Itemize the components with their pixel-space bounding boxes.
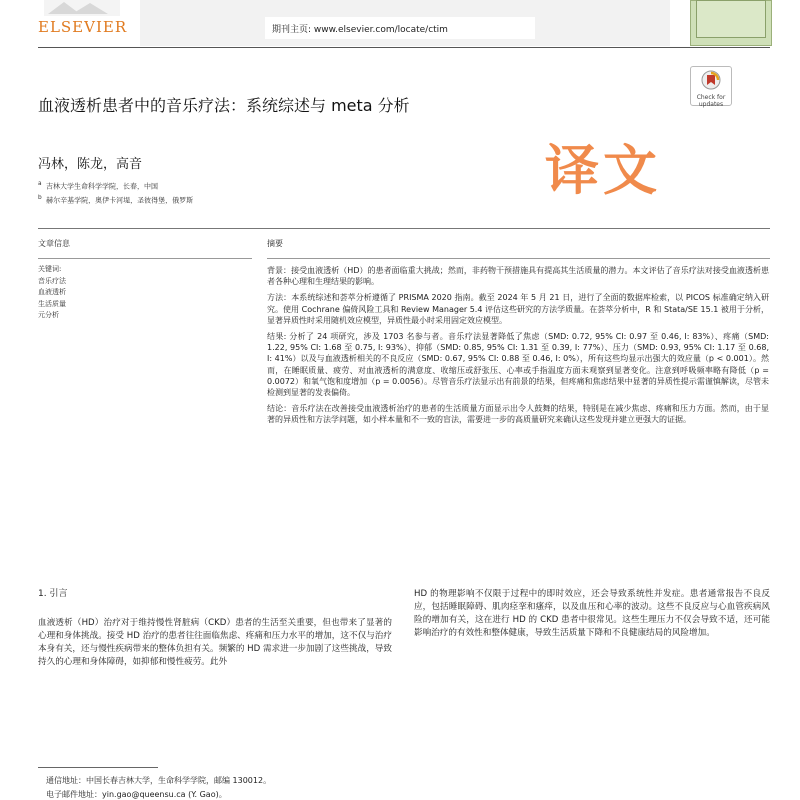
- keywords-label: 关键词:: [38, 265, 62, 273]
- publisher-name: ELSEVIER: [38, 18, 128, 36]
- intro-column-1: 血液透析（HD）治疗对于维持慢性肾脏病（CKD）患者的生活至关重要，但也带来了显著的心理和身体挑战。接受 HD 治疗的患者往往面临焦虑、疼痛和压力水平的增加，这不仅与治疗本身有关，还与慢性疾病带来的整体负担有关。频繁的 HD 需求进一步加剧了这些挑战，导致持久的心理和身体障碍，如抑郁和慢性疲劳。此外: [38, 618, 392, 667]
- keyword: 元分析: [38, 311, 59, 319]
- affiliation-b-text: 赫尔辛基学院，奥伊卡河堤，圣彼得堡，俄罗斯: [46, 196, 194, 205]
- article-info-rule: [38, 258, 252, 259]
- keyword: 生活质量: [38, 299, 66, 308]
- check-updates-icon: [701, 70, 721, 90]
- corresponding-email[interactable]: 电子邮件地址：yin.gao@queensu.ca (Y. Gao)。: [46, 790, 227, 799]
- article-info-heading: 文章信息: [38, 239, 70, 248]
- journal-homepage[interactable]: 期刊主页: www.elsevier.com/locate/ctim: [272, 25, 448, 35]
- journal-cover-inner: [696, 0, 766, 38]
- abstract-results: 结果: 分析了 24 项研究，涉及 1703 名参与者。音乐疗法显著降低了焦虑（SMD: 0.72, 95% CI: 0.97 至 0.46, I: 83%）、疼痛（SMD: 1.22, 95% CI: 1.68 至 0.75, I: 93%）、抑郁（SMD: 0.85, 95% CI: 1.31 至 0.39, I: 77%）、压力（SMD: 0.93, 95% CI: 1.17 至 0.68, I: 41%）以及与血液透析相关的不良反应（SMD: 0.67, 95% CI: 0.88 至 0.46, I: 0%），所有这些均显示出强大的效应量（p < 0.001）。然而，在睡眠质量、疲劳、对血液透析的满意度、收缩压或舒张压、心率或手指温度方面未观察到显著变化。注意到呼吸频率略有降低（p = 0.0072）和氧气饱和度增加（p = 0.0056）。尽管音乐疗法显示出有前景的结果，但疼痛和焦虑结果中显著的异质性提示需谨慎解读，尽管未检测到显著的发表偏倚。: [267, 332, 769, 398]
- abstract-rule: [267, 258, 770, 259]
- article-title: 血液透析患者中的音乐疗法：系统综述与 meta 分析: [38, 96, 410, 115]
- abstract-body: [267, 265, 769, 431]
- abstract-methods: 方法：本系统综述和荟萃分析遵循了 PRISMA 2020 指南。截至 2024 年 5 月 21 日，进行了全面的数据库检索，以 PICOS 标准确定纳入研究。使用 Cochrane 偏倚风险工具和 Review Manager 5.4 评估这些研究的方法学质量。在荟萃分析中，R 和 Stata/SE 15.1 被用于分析，显著异质性时采用随机效应模型，异质性最小时采用固定效应模型。: [267, 293, 769, 325]
- intro-heading: 1. 引言: [38, 589, 68, 599]
- footnote-rule: [38, 767, 158, 768]
- check-updates-label-1: Check for: [696, 94, 726, 101]
- tree-icon: [44, 0, 120, 16]
- abstract-heading: 摘要: [267, 239, 283, 248]
- abstract-conclusion: 结论：音乐疗法在改善接受血液透析治疗的患者的生活质量方面显示出令人鼓舞的结果，特别是在减少焦虑、疼痛和压力方面。然而，由于显著的异质性和方法学问题，如小样本量和不一致的盲法，需要进一步的高质量研究来确认这些发现并建立更强大的证据。: [267, 404, 769, 425]
- section-rule: [38, 228, 770, 229]
- translation-stamp: 译文: [545, 139, 661, 202]
- keywords-block: [38, 264, 66, 322]
- intro-column-2: HD 的物理影响不仅限于过程中的即时效应，还会导致系统性并发症。患者通常报告不良反应，包括睡眠障碍、肌肉痉挛和瘙痒，以及血压和心率的波动。这些不良反应与心血管疾病风险的增加有关，这在进行 HD 的 CKD 患者中很常见。这些生理压力不仅会导致不适，还可能影响治疗的有效性和整体健康，导致生活质量下降和不良健康结局的风险增加。: [414, 589, 770, 638]
- corresponding-address: 通信地址：中国长春吉林大学，生命科学学院，邮编 130012。: [46, 776, 272, 785]
- check-for-updates-badge[interactable]: [690, 66, 732, 106]
- author-list: 冯林，陈龙，高音: [38, 157, 143, 172]
- affiliation-a: $^a$ 吉林大学生命科学学院，长春，中国: [38, 181, 159, 191]
- check-updates-label-2: updates: [698, 101, 724, 108]
- abstract-background: 背景：接受血液透析（HD）的患者面临重大挑战；然而，非药物干预措施具有提高其生活质量的潜力。本文评估了音乐疗法对接受血液透析患者各种心理和生理结果的影响。: [267, 266, 769, 287]
- keyword: 音乐疗法: [38, 276, 66, 285]
- affiliation-a-text: 吉林大学生命科学学院，长春，中国: [46, 182, 159, 191]
- header-rule: [38, 47, 770, 48]
- affiliation-b: $^b$ 赫尔辛基学院，奥伊卡河堤，圣彼得堡，俄罗斯: [38, 195, 194, 205]
- keyword: 血液透析: [38, 288, 66, 296]
